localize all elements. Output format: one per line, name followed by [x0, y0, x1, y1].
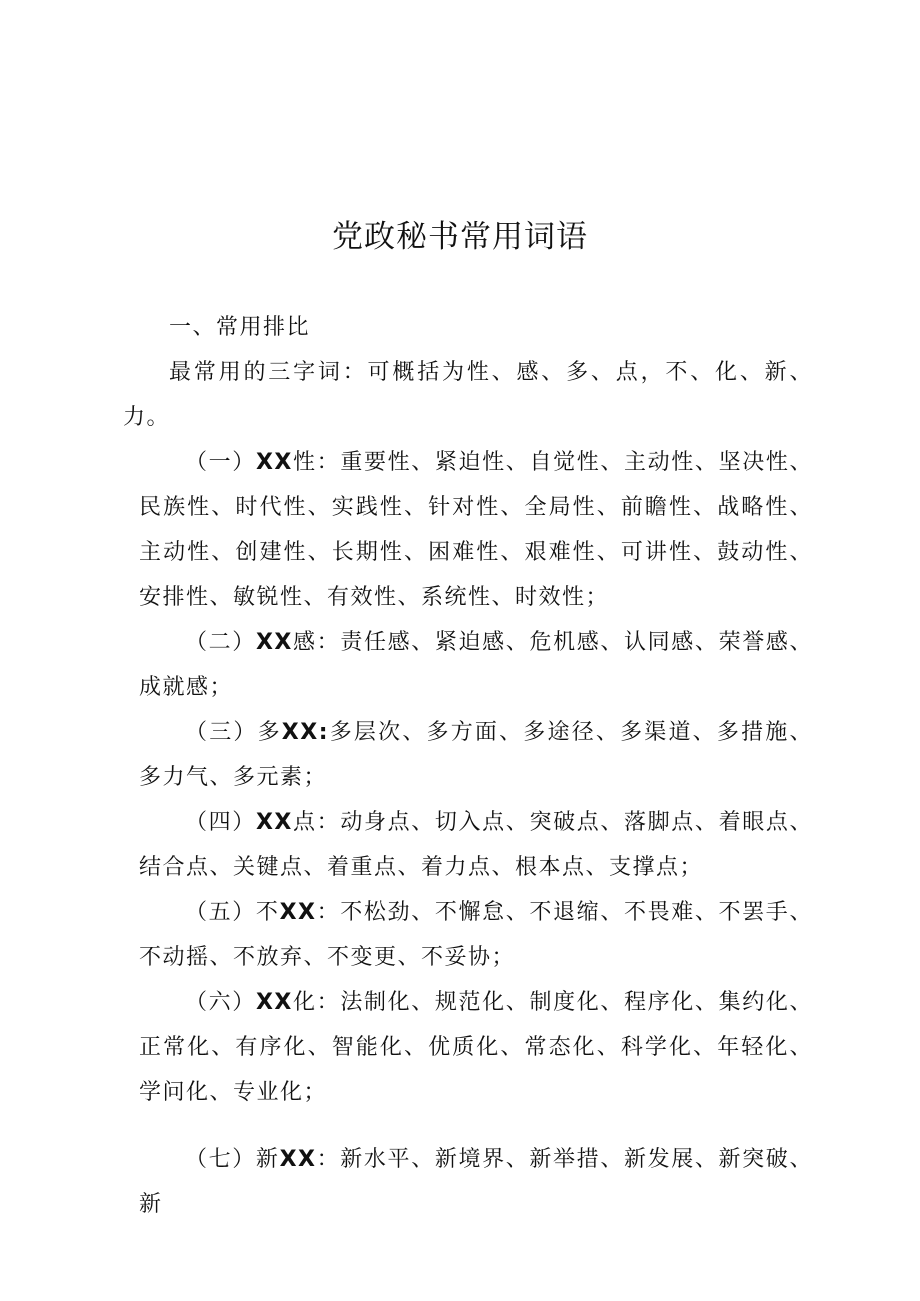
- item-content: 责任感、紧迫感、危机感、认同感、荣誉感、成就感；: [139, 630, 813, 700]
- item-content: 新水平、新境界、新举措、新发展、新突破、新: [139, 1147, 813, 1217]
- item-label-suffix: 化：: [292, 990, 341, 1015]
- item-number: （六）: [185, 990, 256, 1015]
- item-label-prefix: 新: [255, 1147, 280, 1172]
- item-label-suffix: 性：: [292, 450, 341, 475]
- item-label-code: XX: [279, 900, 317, 925]
- item-label-code: XX: [279, 1147, 317, 1172]
- item-label-code: XX: [255, 810, 293, 835]
- item-content: 动身点、切入点、突破点、落脚点、着眼点、结合点、关键点、着重点、着力点、根本点、支撑点；: [139, 810, 813, 880]
- item-number: （二）: [185, 630, 256, 655]
- intro-paragraph: 最常用的三字词：可概括为性、感、多、点，不、化、新、力。: [123, 360, 813, 430]
- list-item: [123, 620, 813, 710]
- item-number: （五）: [185, 900, 256, 925]
- item-label-prefix: 多: [257, 720, 282, 745]
- list-item: [123, 440, 813, 620]
- item-number: （三）: [185, 720, 258, 745]
- item-label-code: XX: [255, 450, 293, 475]
- item-label-prefix: 不: [255, 900, 280, 925]
- item-number: （四）: [185, 810, 256, 835]
- item-number: （一）: [185, 450, 256, 475]
- list-item: [123, 1137, 813, 1227]
- item-label-suffix: 点：: [292, 810, 341, 835]
- item-content: 多层次、多方面、多途径、多渠道、多措施、多力气、多元素；: [139, 720, 813, 790]
- list-item: [123, 980, 813, 1115]
- item-number: （七）: [185, 1147, 256, 1172]
- item-content: 法制化、规范化、制度化、程序化、集约化、正常化、有序化、智能化、优质化、常态化、科学化、年轻化、学问化、专业化；: [139, 990, 813, 1105]
- list-item: [123, 890, 813, 980]
- item-label-code: XX:: [281, 720, 330, 745]
- item-content: 重要性、紧迫性、自觉性、主动性、坚决性、民族性、时代性、实践性、针对性、全局性、前瞻性、战略性、主动性、创建性、长期性、困难性、艰难性、可讲性、鼓动性、安排性、敏锐性、有效性、系统性、时效性；: [139, 450, 813, 610]
- item-label-code: XX: [255, 630, 293, 655]
- document-title: 党政秘书常用词语: [332, 219, 588, 255]
- item-label-suffix: ：: [316, 900, 341, 925]
- item-label-suffix: 感：: [292, 630, 341, 655]
- document-body: [123, 305, 813, 1227]
- item-label-suffix: ：: [316, 1147, 341, 1172]
- item-label-code: XX: [255, 990, 293, 1015]
- list-item: [123, 800, 813, 890]
- list-item: [123, 710, 813, 800]
- item-content: 不松劲、不懈怠、不退缩、不畏难、不罢手、不动摇、不放弃、不变更、不妥协；: [139, 900, 813, 970]
- section-heading: 一、常用排比: [169, 315, 311, 340]
